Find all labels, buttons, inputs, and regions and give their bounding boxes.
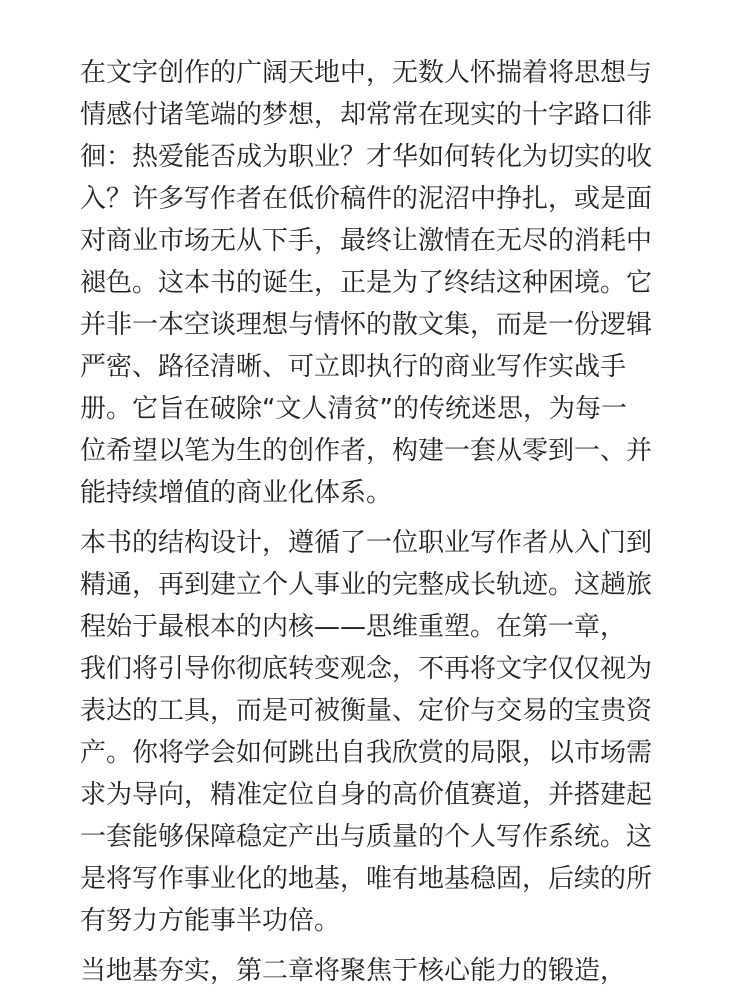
text-line: 褪色。这本书的诞生，正是为了终结这种困境。它 xyxy=(80,268,653,298)
text-line: 册。它旨在破除“文人清贫”的传统迷思，为每一 xyxy=(80,394,627,424)
text-line: 对商业市场无从下手，最终让激情在无尽的消耗中 xyxy=(80,226,653,256)
text-line: 徊：热爱能否成为职业？才华如何转化为切实的收 xyxy=(80,142,653,172)
text-line: 在文字创作的广阔天地中，无数人怀揣着将思想与 xyxy=(80,58,653,88)
text-line: 是将写作事业化的地基，唯有地基稳固，后续的所 xyxy=(80,864,653,894)
text-line: 严密、路径清晰、可立即执行的商业写作实战手 xyxy=(80,352,627,382)
text-line: 精通，再到建立个人事业的完整成长轨迹。这趟旅 xyxy=(80,570,653,600)
text-line: 我们将引导你彻底转变观念，不再将文字仅仅视为 xyxy=(80,654,653,684)
paragraph-2 xyxy=(80,522,680,942)
paragraph-spacer xyxy=(80,942,680,950)
text-line: 能持续增值的商业化体系。 xyxy=(80,478,393,508)
text-line: 位希望以笔为生的创作者，构建一套从零到一、并 xyxy=(80,436,653,466)
document-body xyxy=(80,52,680,992)
text-line: 程始于最根本的内核——思维重塑。在第一章， xyxy=(80,612,627,642)
text-line: 当地基夯实，第二章将聚焦于核心能力的锻造， xyxy=(80,956,627,986)
text-line: 情感付诸笔端的梦想，却常常在现实的十字路口徘 xyxy=(80,100,653,130)
text-line: 求为导向，精准定位自身的高价值赛道，并搭建起 xyxy=(80,780,653,810)
text-line: 入？许多写作者在低价稿件的泥沼中挣扎，或是面 xyxy=(80,184,653,214)
text-line: 并非一本空谈理想与情怀的散文集，而是一份逻辑 xyxy=(80,310,653,340)
paragraph-spacer xyxy=(80,514,680,522)
text-line: 产。你将学会如何跳出自我欣赏的局限，以市场需 xyxy=(80,738,653,768)
text-line: 一套能够保障稳定产出与质量的个人写作系统。这 xyxy=(80,822,653,852)
text-line: 表达的工具，而是可被衡量、定价与交易的宝贵资 xyxy=(80,696,653,726)
text-line: 本书的结构设计，遵循了一位职业写作者从入门到 xyxy=(80,528,653,558)
text-line: 有努力方能事半功倍。 xyxy=(80,906,341,936)
paragraph-1 xyxy=(80,52,680,514)
paragraph-3 xyxy=(80,950,680,992)
